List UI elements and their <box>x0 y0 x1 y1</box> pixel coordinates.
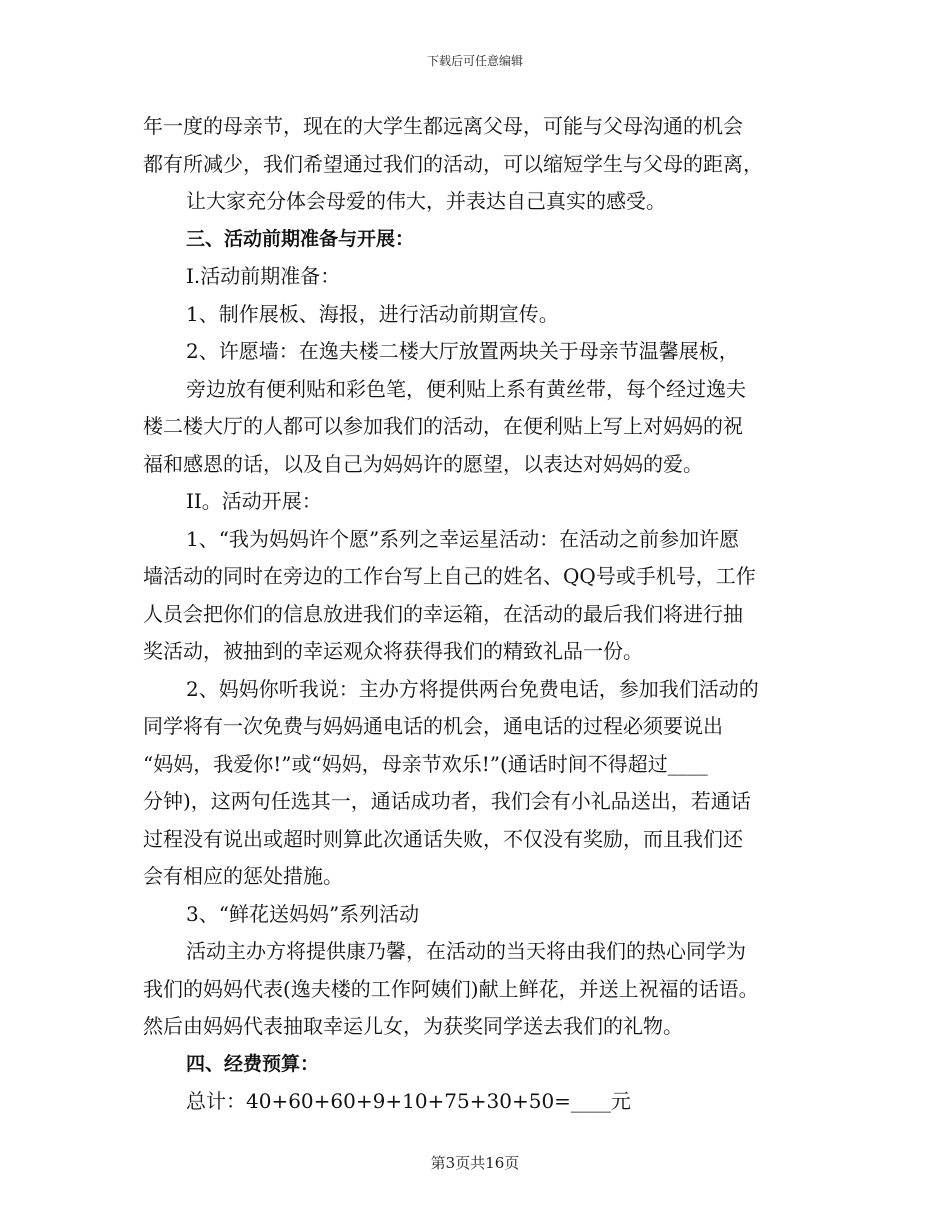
paragraph-line: 都有所减少，我们希望通过我们的活动，可以缩短学生与父母的距离， <box>143 151 763 176</box>
paragraph-line: 1、制作展板、海报，进行活动前期宣传。 <box>186 301 559 326</box>
paragraph-line: 福和感恩的话，以及自己为妈妈许的愿望，以表达对妈妈的爱。 <box>143 451 703 476</box>
paragraph-line: 楼二楼大厅的人都可以参加我们的活动，在便利贴上写上对妈妈的祝 <box>143 414 743 438</box>
paragraph-line: 分钟)，这两句任选其一，通话成功者，我们会有小礼品送出，若通话 <box>143 789 751 813</box>
paragraph-line: 2、许愿墙：在逸夫楼二楼大厅放置两块关于母亲节温馨展板， <box>186 339 739 363</box>
paragraph-line: 我们的妈妈代表(逸夫楼的工作阿姨们)献上鲜花，并送上祝福的话语。 <box>143 976 759 1001</box>
paragraph-line: 会有相应的惩处措施。 <box>143 864 343 888</box>
paragraph-line: 墙活动的同时在旁边的工作台写上自己的姓名、QQ号或手机号，工作 <box>143 564 756 588</box>
paragraph-line: 总计：40+60+60+9+10+75+30+50=____元 <box>186 1089 631 1113</box>
paragraph-line: 年一度的母亲节，现在的大学生都远离父母，可能与父母沟通的机会 <box>143 114 743 138</box>
paragraph-line: I.活动前期准备： <box>186 264 341 288</box>
paragraph-line: 旁边放有便利贴和彩色笔，便利贴上系有黄丝带，每个经过逸夫 <box>186 376 746 401</box>
paragraph-line: 2、妈妈你听我说：主办方将提供两台免费电话，参加我们活动的 <box>186 676 759 701</box>
paragraph-line: 活动主办方将提供康乃馨，在活动的当天将由我们的热心同学为 <box>186 939 746 963</box>
paragraph-line: 奖活动，被抽到的幸运观众将获得我们的精致礼品一份。 <box>143 639 643 663</box>
section-heading: 四、经费预算： <box>186 1052 320 1075</box>
page-footer: 第3页共16页 <box>430 1154 520 1172</box>
paragraph-line: 3、“鲜花送妈妈”系列活动 <box>186 901 420 926</box>
paragraph-line: II。活动开展： <box>186 489 322 513</box>
page-header: 下载后可任意编辑 <box>426 54 523 68</box>
paragraph-line: 然后由妈妈代表抽取幸运儿女，为获奖同学送去我们的礼物。 <box>143 1014 683 1038</box>
paragraph-line: 让大家充分体会母爱的伟大，并表达自己真实的感受。 <box>186 189 666 213</box>
paragraph-line: 同学将有一次免费与妈妈通电话的机会，通电话的过程必须要说出 <box>143 714 723 738</box>
section-heading: 三、活动前期准备与开展： <box>186 227 415 250</box>
paragraph-line: 1、“我为妈妈许个愿”系列之幸运星活动：在活动之前参加许愿 <box>186 526 740 551</box>
paragraph-line: 人员会把你们的信息放进我们的幸运箱，在活动的最后我们将进行抽 <box>143 601 743 626</box>
document-body <box>143 108 813 1121</box>
paragraph-line: 过程没有说出或超时则算此次通话失败，不仅没有奖励，而且我们还 <box>143 826 743 851</box>
paragraph-line: “妈妈，我爱你!”或“妈妈，母亲节欢乐!”(通话时间不得超过____ <box>143 751 708 776</box>
